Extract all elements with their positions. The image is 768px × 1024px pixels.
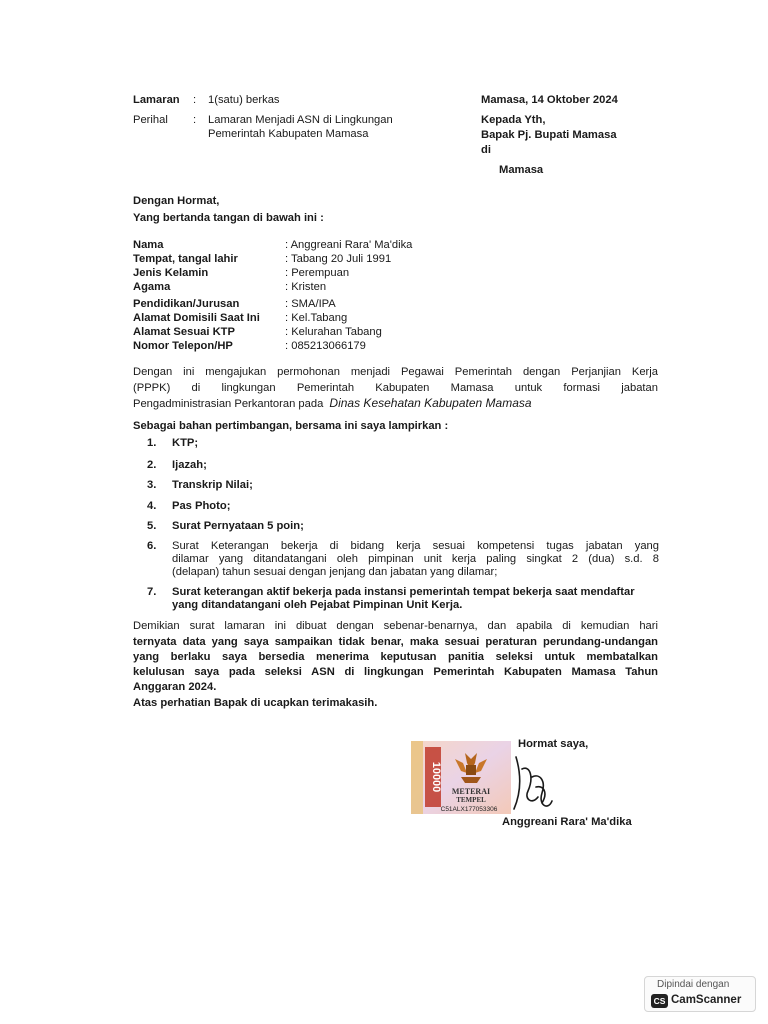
identity-label: Alamat Sesuai KTP: [133, 326, 235, 338]
identity-label: Nama: [133, 239, 164, 251]
attachment-item: Surat Pernyataan 5 poin;: [172, 520, 304, 532]
attachment-number: 1.: [147, 437, 157, 449]
attachment-item: (delapan) tahun sesuai dengan jenjang dan jabatan yang dilamar;: [172, 566, 498, 578]
perihal-line-1: Lamaran Menjadi ASN di Lingkungan: [208, 114, 393, 126]
identity-label: Tempat, tangal lahir: [133, 253, 238, 265]
attachment-number: 3.: [147, 479, 157, 491]
perihal-line-2: Pemerintah Kabupaten Mamasa: [208, 128, 369, 140]
greeting: Dengan Hormat,: [133, 195, 220, 207]
identity-value: : Tabang 20 Juli 1991: [285, 253, 392, 265]
attachment-number: 5.: [147, 520, 157, 532]
identity-value: : Anggreani Rara' Ma'dika: [285, 239, 413, 251]
handwritten-signature: [508, 747, 558, 819]
identity-value: : 085213066179: [285, 340, 366, 352]
perihal-colon: :: [193, 114, 197, 126]
attachment-number: 2.: [147, 459, 157, 471]
paragraph-1-line: (PPPK) di lingkungan Pemerintah Kabupaten Mamasa untuk formasi jabatan: [133, 382, 658, 394]
camscanner-logo-icon: CS: [651, 994, 668, 1008]
attachment-number: 7.: [147, 586, 157, 598]
closing-line: Demikian surat lamaran ini dibuat dengan sebenar-benarnya, dan apabila di kemudian hari: [133, 620, 658, 632]
identity-value: : Kel.Tabang: [285, 312, 348, 324]
identity-label: Agama: [133, 281, 171, 293]
attachment-item: Surat keterangan aktif bekerja pada instansi pemerintah tempat bekerja saat mendaftar: [172, 586, 635, 598]
closing-line: yang berlaku saya bersedia menerima keputusan panitia seleksi untuk membatalkan: [133, 651, 658, 663]
lamaran-value: 1(satu) berkas: [208, 94, 280, 106]
watermark-caption: Dipindai dengan: [657, 979, 730, 990]
attachment-item: Transkrip Nilai;: [172, 479, 253, 491]
attachment-item: KTP;: [172, 437, 199, 449]
stamp-value: 10000: [430, 761, 442, 793]
recipient: Bapak Pj. Bupati Mamasa: [481, 129, 617, 141]
attachment-item: Pas Photo;: [172, 500, 231, 512]
attachment-item: Ijazah;: [172, 459, 207, 471]
perihal-label: Perihal: [133, 114, 168, 126]
identity-value: : Perempuan: [285, 267, 350, 279]
camscanner-watermark: [644, 976, 756, 1012]
identity-label: Jenis Kelamin: [133, 267, 209, 279]
attachment-number: 4.: [147, 500, 157, 512]
watermark-brand: CamScanner: [671, 994, 742, 1006]
identity-label: Pendidikan/Jurusan: [133, 298, 240, 310]
signatory-name: Anggreani Rara' Ma'dika: [502, 816, 632, 828]
stamp-label-tempel: TEMPEL: [456, 796, 486, 804]
closing-line: ternyata data yang saya sampaikan tidak benar, maka sesuai peraturan perundang-undangan: [133, 636, 658, 648]
paragraph-1-line: Dengan ini mengajukan permohonan menjadi Pegawai Pemerintah dengan Perjanjian Kerja: [133, 366, 658, 378]
meterai-stamp: [411, 741, 511, 814]
stamp-hologram-strip: [411, 741, 423, 814]
intro-line: Yang bertanda tangan di bawah ini :: [133, 212, 324, 224]
closing-salutation: Hormat saya,: [518, 738, 589, 750]
paragraph-1-text: Pengadministrasian Perkantoran pada: [133, 398, 324, 410]
closing-line: Anggaran 2024.: [133, 681, 217, 693]
attachment-item: Surat Keterangan bekerja di bidang kerja sesuai kompetensi tugas jabatan yang: [172, 540, 659, 552]
letter-date: Mamasa, 14 Oktober 2024: [481, 94, 618, 106]
identity-value: : Kristen: [285, 281, 327, 293]
meterai-stamp-graphic: [411, 741, 511, 814]
lamaran-label: Lamaran: [133, 94, 180, 106]
identity-value: : SMA/IPA: [285, 298, 336, 310]
paragraph-1-agency: Dinas Kesehatan Kabupaten Mamasa: [329, 396, 532, 410]
identity-value: : Kelurahan Tabang: [285, 326, 382, 338]
stamp-label-meterai: METERAI: [451, 787, 491, 796]
attachment-item: yang ditandatangani oleh Pejabat Pimpinan Unit Kerja.: [172, 599, 463, 611]
stamp-serial: C51ALX177053306: [440, 806, 498, 813]
closing-line: kelulusan saya pada seleksi ASN di lingkungan Pemerintah Kabupaten Mamasa Tahun: [133, 666, 658, 678]
attachment-number: 6.: [147, 540, 157, 552]
identity-label: Nomor Telepon/HP: [133, 340, 233, 352]
identity-label: Alamat Domisili Saat Ini: [133, 312, 260, 324]
closing-line: Atas perhatian Bapak di ucapkan terimakasih.: [133, 697, 378, 709]
kepada-yth: Kepada Yth,: [481, 114, 546, 126]
attachments-intro: Sebagai bahan pertimbangan, bersama ini saya lampirkan :: [133, 420, 449, 432]
attachment-item: dilamar yang ditandatangani oleh pimpinan unit kerja paling singkat 2 (dua) s.d. 8: [172, 553, 659, 565]
lamaran-colon: :: [193, 94, 197, 106]
recipient-di: di: [481, 144, 491, 156]
paragraph-1-line: [133, 396, 532, 411]
recipient-place: Mamasa: [499, 164, 544, 176]
